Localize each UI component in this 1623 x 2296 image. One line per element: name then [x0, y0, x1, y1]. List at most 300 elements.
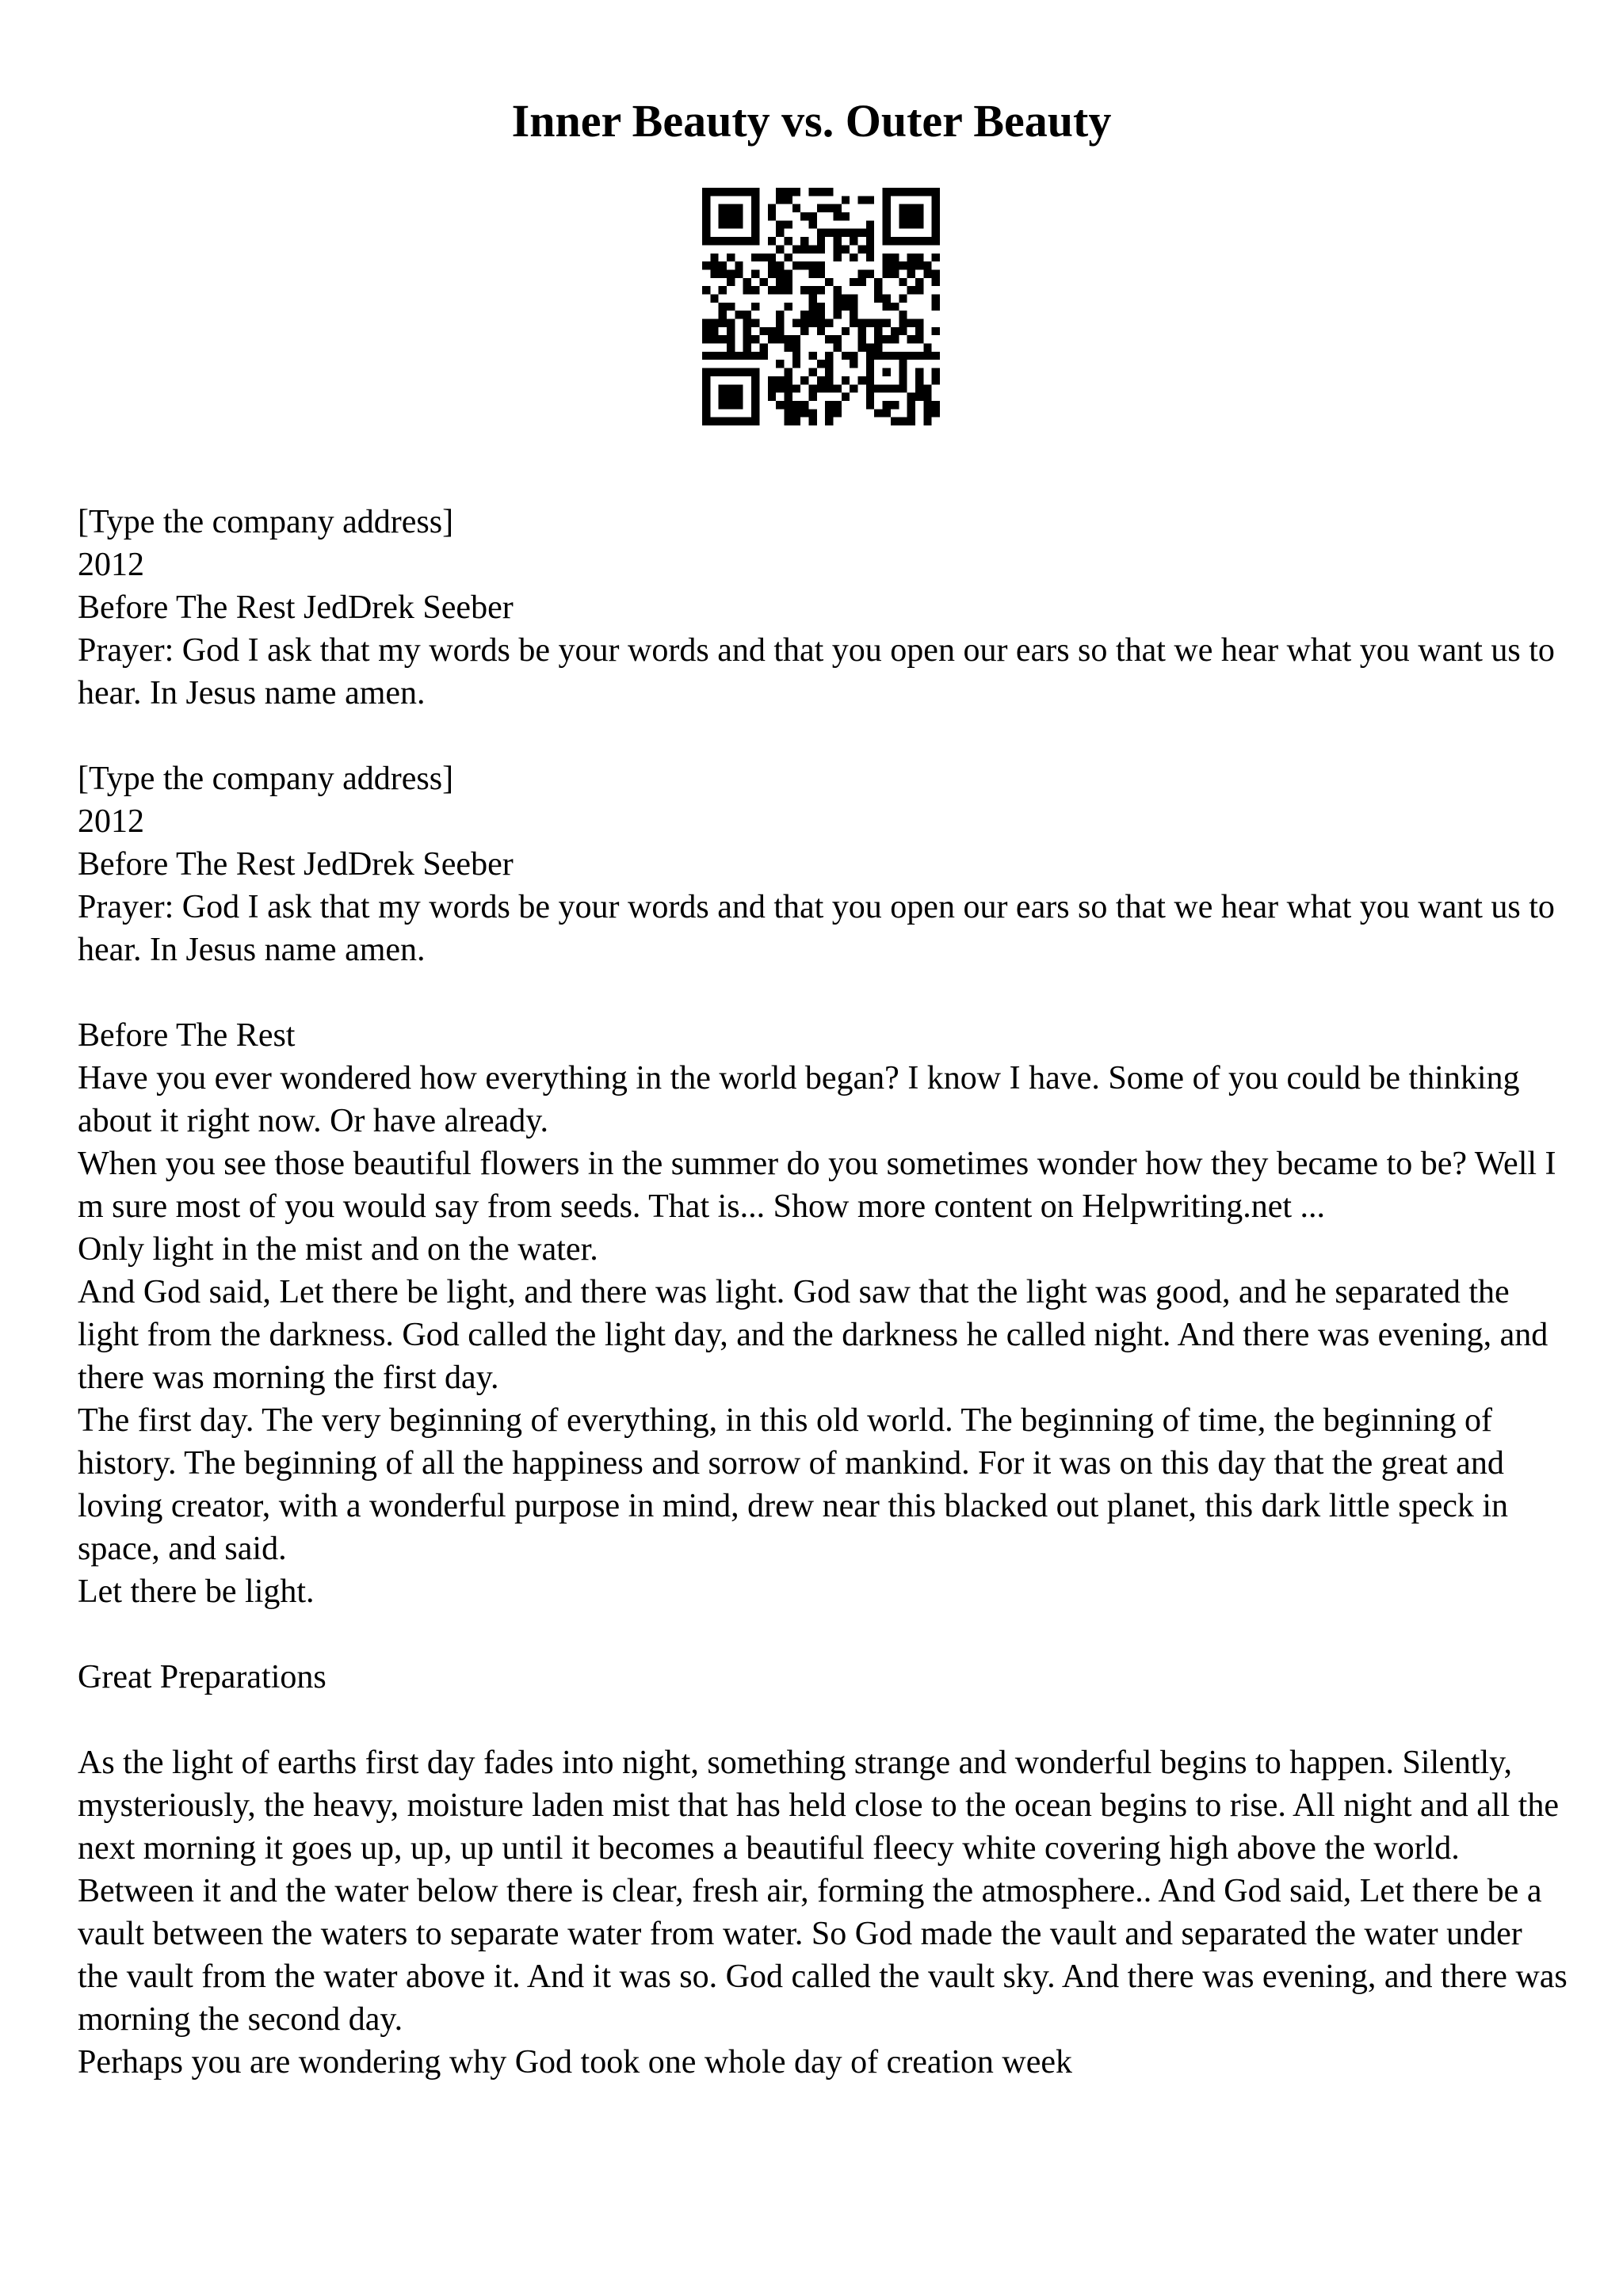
qr-module	[727, 269, 735, 277]
qr-module	[899, 294, 907, 302]
qr-module	[883, 384, 891, 392]
qr-module	[776, 335, 784, 343]
qr-module	[858, 319, 866, 327]
qr-module	[743, 278, 751, 286]
qr-module	[842, 229, 850, 237]
qr-module	[784, 401, 792, 409]
qr-module	[842, 245, 850, 253]
qr-module	[719, 418, 727, 425]
qr-module	[834, 204, 842, 212]
qr-module	[923, 401, 931, 409]
section-before-the-rest	[78, 1014, 1568, 1613]
qr-module	[850, 278, 857, 286]
qr-module	[808, 303, 816, 311]
qr-module	[735, 269, 743, 277]
qr-module	[834, 335, 842, 343]
qr-module	[899, 188, 907, 196]
qr-module	[702, 327, 710, 335]
qr-module	[792, 188, 800, 196]
document-body	[78, 501, 1568, 2084]
qr-module	[874, 278, 882, 286]
qr-module	[883, 196, 891, 204]
qr-module	[866, 360, 874, 368]
header-block-1	[78, 501, 1568, 715]
qr-module	[784, 269, 792, 277]
qr-module	[825, 376, 833, 384]
qr-module	[710, 237, 718, 245]
qr-module	[834, 286, 842, 294]
qr-module	[907, 286, 915, 294]
qr-module	[702, 319, 710, 327]
qr-module	[932, 294, 940, 302]
qr-module	[743, 368, 751, 376]
qr-module	[899, 327, 907, 335]
qr-module	[743, 286, 751, 294]
qr-module	[719, 220, 727, 228]
qr-module	[751, 303, 759, 311]
qr-module	[915, 212, 923, 220]
qr-module	[825, 409, 833, 417]
qr-module	[899, 376, 907, 384]
qr-module	[858, 278, 866, 286]
qr-module	[834, 294, 842, 302]
section-heading: Great Preparations	[78, 1659, 327, 1695]
qr-module	[808, 384, 816, 392]
qr-module	[784, 344, 792, 352]
qr-module	[751, 196, 759, 204]
qr-module	[751, 352, 759, 360]
qr-module	[842, 303, 850, 311]
qr-module	[808, 409, 816, 417]
qr-module	[702, 409, 710, 417]
qr-module	[915, 204, 923, 212]
qr-module	[784, 409, 792, 417]
qr-module	[710, 327, 718, 335]
qr-module	[915, 368, 923, 376]
qr-module	[710, 335, 718, 343]
qr-module	[891, 303, 899, 311]
qr-module	[808, 368, 816, 376]
qr-module	[702, 229, 710, 237]
qr-module	[915, 384, 923, 392]
qr-module	[907, 261, 915, 269]
qr-module	[735, 261, 743, 269]
qr-module	[702, 188, 710, 196]
qr-module	[817, 237, 825, 245]
qr-module	[883, 409, 891, 417]
qr-module	[727, 368, 735, 376]
qr-module	[817, 245, 825, 253]
qr-module	[923, 393, 931, 401]
qr-module	[907, 188, 915, 196]
qr-module	[891, 327, 899, 335]
qr-module	[808, 294, 816, 302]
qr-module	[850, 319, 857, 327]
qr-module	[817, 269, 825, 277]
qr-module	[866, 196, 874, 204]
qr-module	[891, 261, 899, 269]
qr-module	[883, 335, 891, 343]
qr-module	[858, 344, 866, 352]
qr-module	[932, 254, 940, 261]
qr-module	[710, 294, 718, 302]
qr-module	[719, 384, 727, 392]
qr-module	[719, 204, 727, 212]
qr-module	[719, 335, 727, 343]
qr-module	[834, 237, 842, 245]
qr-module	[858, 229, 866, 237]
qr-module	[923, 418, 931, 425]
qr-module	[825, 335, 833, 343]
qr-module	[751, 401, 759, 409]
qr-module	[751, 393, 759, 401]
qr-module	[842, 196, 850, 204]
qr-module	[808, 352, 816, 360]
qr-module	[907, 212, 915, 220]
qr-module	[817, 376, 825, 384]
qr-module	[719, 212, 727, 220]
qr-module	[727, 237, 735, 245]
qr-module	[883, 229, 891, 237]
qr-module	[784, 418, 792, 425]
qr-module	[883, 303, 891, 311]
qr-module	[808, 286, 816, 294]
qr-module	[899, 418, 907, 425]
qr-module	[825, 360, 833, 368]
qr-module	[842, 352, 850, 360]
paragraph-gap	[78, 715, 1568, 757]
qr-module	[735, 311, 743, 318]
qr-module	[866, 376, 874, 384]
qr-module	[719, 286, 727, 294]
qr-module	[907, 335, 915, 343]
qr-module	[866, 393, 874, 401]
qr-module	[735, 188, 743, 196]
qr-module	[743, 418, 751, 425]
qr-module	[702, 368, 710, 376]
qr-module	[834, 311, 842, 318]
qr-module	[907, 220, 915, 228]
qr-module	[743, 237, 751, 245]
qr-module	[719, 393, 727, 401]
qr-module	[883, 237, 891, 245]
qr-module	[915, 220, 923, 228]
qr-module	[751, 409, 759, 417]
qr-module	[817, 188, 825, 196]
qr-module	[932, 220, 940, 228]
qr-module	[784, 376, 792, 384]
qr-module	[800, 409, 808, 417]
qr-module	[702, 376, 710, 384]
qr-module	[751, 286, 759, 294]
qr-module	[891, 254, 899, 261]
qr-module	[866, 368, 874, 376]
qr-module	[899, 237, 907, 245]
body-paragraph: Perhaps you are wondering why God took one whole day of creation week	[78, 2044, 1072, 2081]
qr-module	[923, 352, 931, 360]
qr-module	[776, 278, 784, 286]
qr-module	[784, 303, 792, 311]
qr-module	[883, 254, 891, 261]
qr-module	[792, 319, 800, 327]
qr-module	[792, 409, 800, 417]
qr-module	[825, 188, 833, 196]
qr-module	[874, 344, 882, 352]
qr-module	[719, 237, 727, 245]
qr-module	[891, 384, 899, 392]
qr-module	[932, 368, 940, 376]
qr-module	[866, 352, 874, 360]
body-paragraph: Have you ever wondered how everything in the world began? I know I have. Some of you could be thinking about it right now. Or have already.	[78, 1060, 1520, 1139]
qr-module	[923, 384, 931, 392]
qr-module	[792, 245, 800, 253]
qr-module	[759, 278, 767, 286]
qr-module	[702, 393, 710, 401]
qr-module	[899, 204, 907, 212]
subtitle-author: Before The Rest JedDrek Seeber	[78, 589, 514, 626]
qr-module	[834, 229, 842, 237]
qr-module	[776, 376, 784, 384]
qr-module	[776, 269, 784, 277]
qr-module	[899, 212, 907, 220]
qr-module	[792, 401, 800, 409]
qr-module	[808, 245, 816, 253]
qr-module	[751, 269, 759, 277]
qr-module	[710, 368, 718, 376]
qr-module	[825, 418, 833, 425]
qr-module	[800, 237, 808, 245]
body-paragraph: When you see those beautiful flowers in the summer do you sometimes wonder how they became to be? Well I m sure most of you would say from seeds. That is... Show more content on Helpwriting.net ...	[78, 1146, 1556, 1225]
qr-module	[702, 212, 710, 220]
qr-module	[792, 418, 800, 425]
qr-module	[834, 254, 842, 261]
qr-module	[866, 220, 874, 228]
qr-module	[915, 188, 923, 196]
qr-module	[825, 229, 833, 237]
qr-module	[800, 245, 808, 253]
qr-module	[850, 237, 857, 245]
qr-module	[907, 401, 915, 409]
qr-module	[825, 278, 833, 286]
qr-module	[915, 319, 923, 327]
qr-module	[768, 254, 776, 261]
qr-module	[907, 204, 915, 212]
qr-module	[907, 237, 915, 245]
qr-module	[817, 319, 825, 327]
qr-module	[735, 212, 743, 220]
qr-module	[907, 393, 915, 401]
subtitle-author: Before The Rest JedDrek Seeber	[78, 846, 514, 883]
qr-module	[735, 368, 743, 376]
qr-module	[751, 254, 759, 261]
qr-module	[719, 352, 727, 360]
qr-module	[808, 220, 816, 228]
qr-module	[792, 335, 800, 343]
qr-module	[751, 368, 759, 376]
qr-module	[776, 401, 784, 409]
qr-module	[850, 311, 857, 318]
qr-module	[735, 352, 743, 360]
qr-module	[907, 418, 915, 425]
section-great-preparations-heading	[78, 1656, 1568, 1699]
qr-module	[776, 229, 784, 237]
qr-module	[702, 352, 710, 360]
qr-module	[817, 229, 825, 237]
qr-module	[759, 352, 767, 360]
qr-module	[800, 319, 808, 327]
qr-module	[784, 384, 792, 392]
qr-module	[710, 319, 718, 327]
qr-module	[817, 311, 825, 318]
qr-module	[915, 237, 923, 245]
qr-module	[702, 196, 710, 204]
qr-module	[768, 261, 776, 269]
qr-module	[915, 261, 923, 269]
prayer: Prayer: God I ask that my words be your words and that you open our ears so that we hear what you want us to hear. In Jesus name amen.	[78, 889, 1555, 968]
qr-module	[891, 237, 899, 245]
qr-module	[899, 261, 907, 269]
qr-module	[907, 254, 915, 261]
qr-module	[800, 327, 808, 335]
qr-module	[907, 409, 915, 417]
qr-module	[751, 418, 759, 425]
qr-module	[751, 220, 759, 228]
qr-module	[891, 335, 899, 343]
qr-module	[768, 393, 776, 401]
qr-module	[891, 401, 899, 409]
qr-module	[702, 261, 710, 269]
qr-module	[800, 261, 808, 269]
qr-module	[792, 360, 800, 368]
qr-module	[776, 188, 784, 196]
qr-module	[776, 327, 784, 335]
qr-module	[915, 254, 923, 261]
qr-module	[776, 319, 784, 327]
qr-module	[710, 418, 718, 425]
qr-module	[719, 311, 727, 318]
document-title: Inner Beauty vs. Outer Beauty	[511, 95, 1112, 147]
qr-module	[817, 286, 825, 294]
qr-module	[850, 352, 857, 360]
qr-module	[719, 303, 727, 311]
qr-module	[842, 212, 850, 220]
qr-module	[735, 237, 743, 245]
qr-module	[923, 237, 931, 245]
qr-module	[702, 418, 710, 425]
qr-module	[784, 254, 792, 261]
qr-module	[866, 344, 874, 352]
qr-module	[866, 245, 874, 253]
paragraph-gap	[78, 1699, 1568, 1741]
qr-module	[915, 352, 923, 360]
qr-module	[866, 237, 874, 245]
qr-module	[727, 303, 735, 311]
qr-module	[792, 204, 800, 212]
qr-module	[784, 237, 792, 245]
qr-module	[883, 319, 891, 327]
qr-module	[817, 384, 825, 392]
qr-module	[858, 335, 866, 343]
body-paragraph: And God said, Let there be light, and there was light. God saw that the light was good, and he separated the light from the darkness. God called the light day, and the darkness he called night. And there was evening, and there was morning the first day.	[78, 1274, 1549, 1396]
qr-module	[858, 327, 866, 335]
qr-module	[866, 229, 874, 237]
qr-module	[743, 188, 751, 196]
qr-module	[776, 311, 784, 318]
company-address: [Type the company address]	[78, 761, 454, 797]
qr-module	[768, 384, 776, 392]
qr-module	[808, 188, 816, 196]
qr-module	[874, 327, 882, 335]
qr-module	[858, 269, 866, 277]
qr-module	[727, 319, 735, 327]
qr-module	[899, 319, 907, 327]
qr-module	[719, 261, 727, 269]
qr-module	[808, 269, 816, 277]
qr-module	[735, 220, 743, 228]
qr-module	[874, 352, 882, 360]
qr-module	[710, 254, 718, 261]
qr-module	[719, 401, 727, 409]
qr-module	[858, 245, 866, 253]
qr-module	[702, 204, 710, 212]
qr-module	[727, 352, 735, 360]
qr-module	[719, 368, 727, 376]
qr-module	[915, 278, 923, 286]
year: 2012	[78, 547, 144, 583]
qr-module	[907, 319, 915, 327]
qr-module	[883, 352, 891, 360]
qr-module	[768, 212, 776, 220]
qr-module	[751, 212, 759, 220]
qr-module	[768, 286, 776, 294]
qr-module	[825, 319, 833, 327]
qr-module	[923, 409, 931, 417]
qr-module	[866, 254, 874, 261]
qr-module	[800, 401, 808, 409]
qr-module	[825, 352, 833, 360]
qr-module	[776, 261, 784, 269]
qr-module	[784, 286, 792, 294]
qr-module	[784, 393, 792, 401]
qr-code-icon	[702, 188, 940, 425]
qr-module	[907, 352, 915, 360]
qr-module	[776, 196, 784, 204]
qr-module	[751, 384, 759, 392]
qr-module	[915, 393, 923, 401]
qr-module	[915, 335, 923, 343]
qr-module	[891, 269, 899, 277]
qr-module	[702, 286, 710, 294]
body-paragraph: Let there be light.	[78, 1573, 315, 1610]
qr-module	[751, 188, 759, 196]
qr-module	[834, 401, 842, 409]
qr-module	[932, 352, 940, 360]
qr-module	[759, 344, 767, 352]
qr-module	[776, 384, 784, 392]
qr-module	[784, 368, 792, 376]
qr-module	[727, 212, 735, 220]
year: 2012	[78, 803, 144, 840]
qr-module	[850, 360, 857, 368]
qr-module	[735, 418, 743, 425]
qr-module	[702, 384, 710, 392]
qr-module	[825, 368, 833, 376]
qr-module	[784, 278, 792, 286]
qr-module	[899, 311, 907, 318]
qr-module	[915, 286, 923, 294]
qr-module	[719, 319, 727, 327]
qr-module	[932, 376, 940, 384]
